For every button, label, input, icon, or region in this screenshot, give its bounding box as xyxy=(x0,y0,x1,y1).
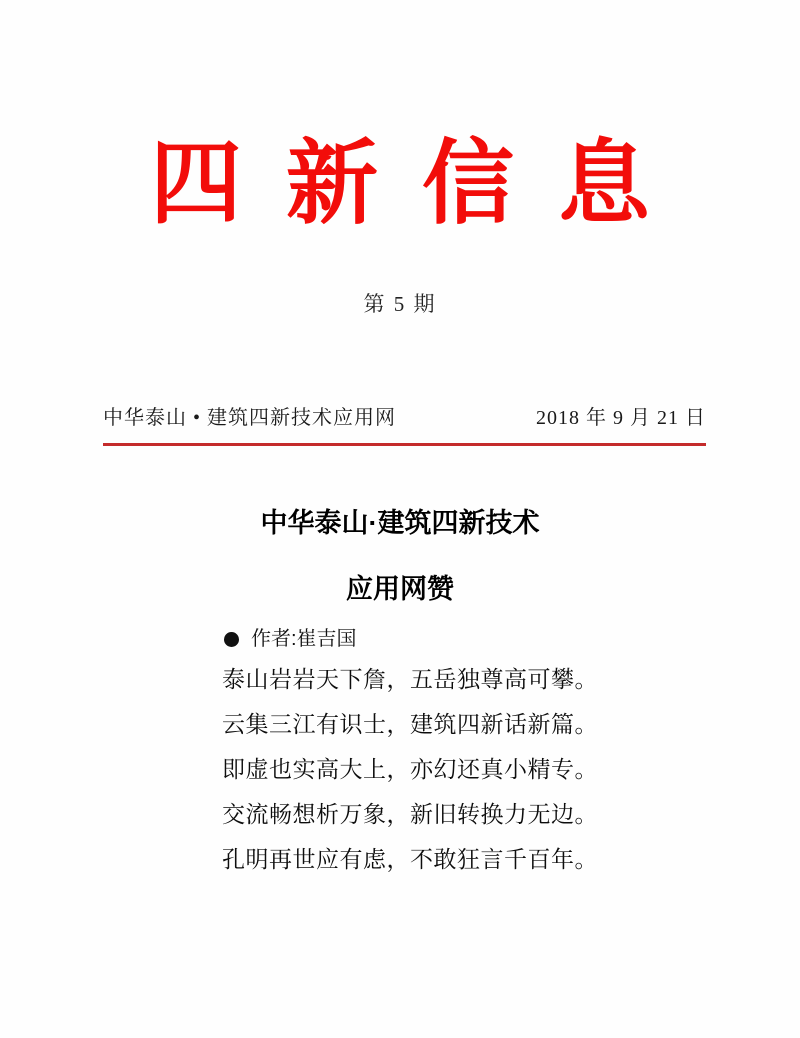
author-row xyxy=(224,628,800,650)
issue-date: 2018 年 9 月 21 日 xyxy=(536,407,706,429)
masthead-char: 信 xyxy=(422,133,515,235)
header-row xyxy=(103,406,706,430)
masthead-char: 四 xyxy=(149,133,242,235)
header-section xyxy=(103,406,706,446)
poem-line: 云集三江有识士，建筑四新话新篇。 xyxy=(222,712,598,737)
article-title-line1: 中华泰山·建筑四新技术 xyxy=(260,508,540,538)
poem xyxy=(222,668,800,871)
header-rule xyxy=(103,443,706,446)
poem-line: 孔明再世应有虑，不敢狂言千百年。 xyxy=(222,847,598,872)
article-title-line2: 应用网赞 xyxy=(346,574,454,604)
poem-line: 泰山岩岩天下詹，五岳独尊高可攀。 xyxy=(222,667,598,692)
author-label: 作者:崔吉国 xyxy=(251,628,357,650)
article xyxy=(0,508,800,871)
issue-number: 第 5 期 xyxy=(363,292,437,316)
masthead-char: 息 xyxy=(558,133,651,235)
masthead-title xyxy=(0,133,800,235)
poem-line: 即虚也实高大上，亦幻还真小精专。 xyxy=(222,757,598,782)
bullet-icon xyxy=(224,632,239,647)
poem-line: 交流畅想析万象，新旧转换力无边。 xyxy=(222,802,598,827)
site-name: 中华泰山 • 建筑四新技术应用网 xyxy=(103,407,397,429)
masthead-char: 新 xyxy=(285,133,378,235)
